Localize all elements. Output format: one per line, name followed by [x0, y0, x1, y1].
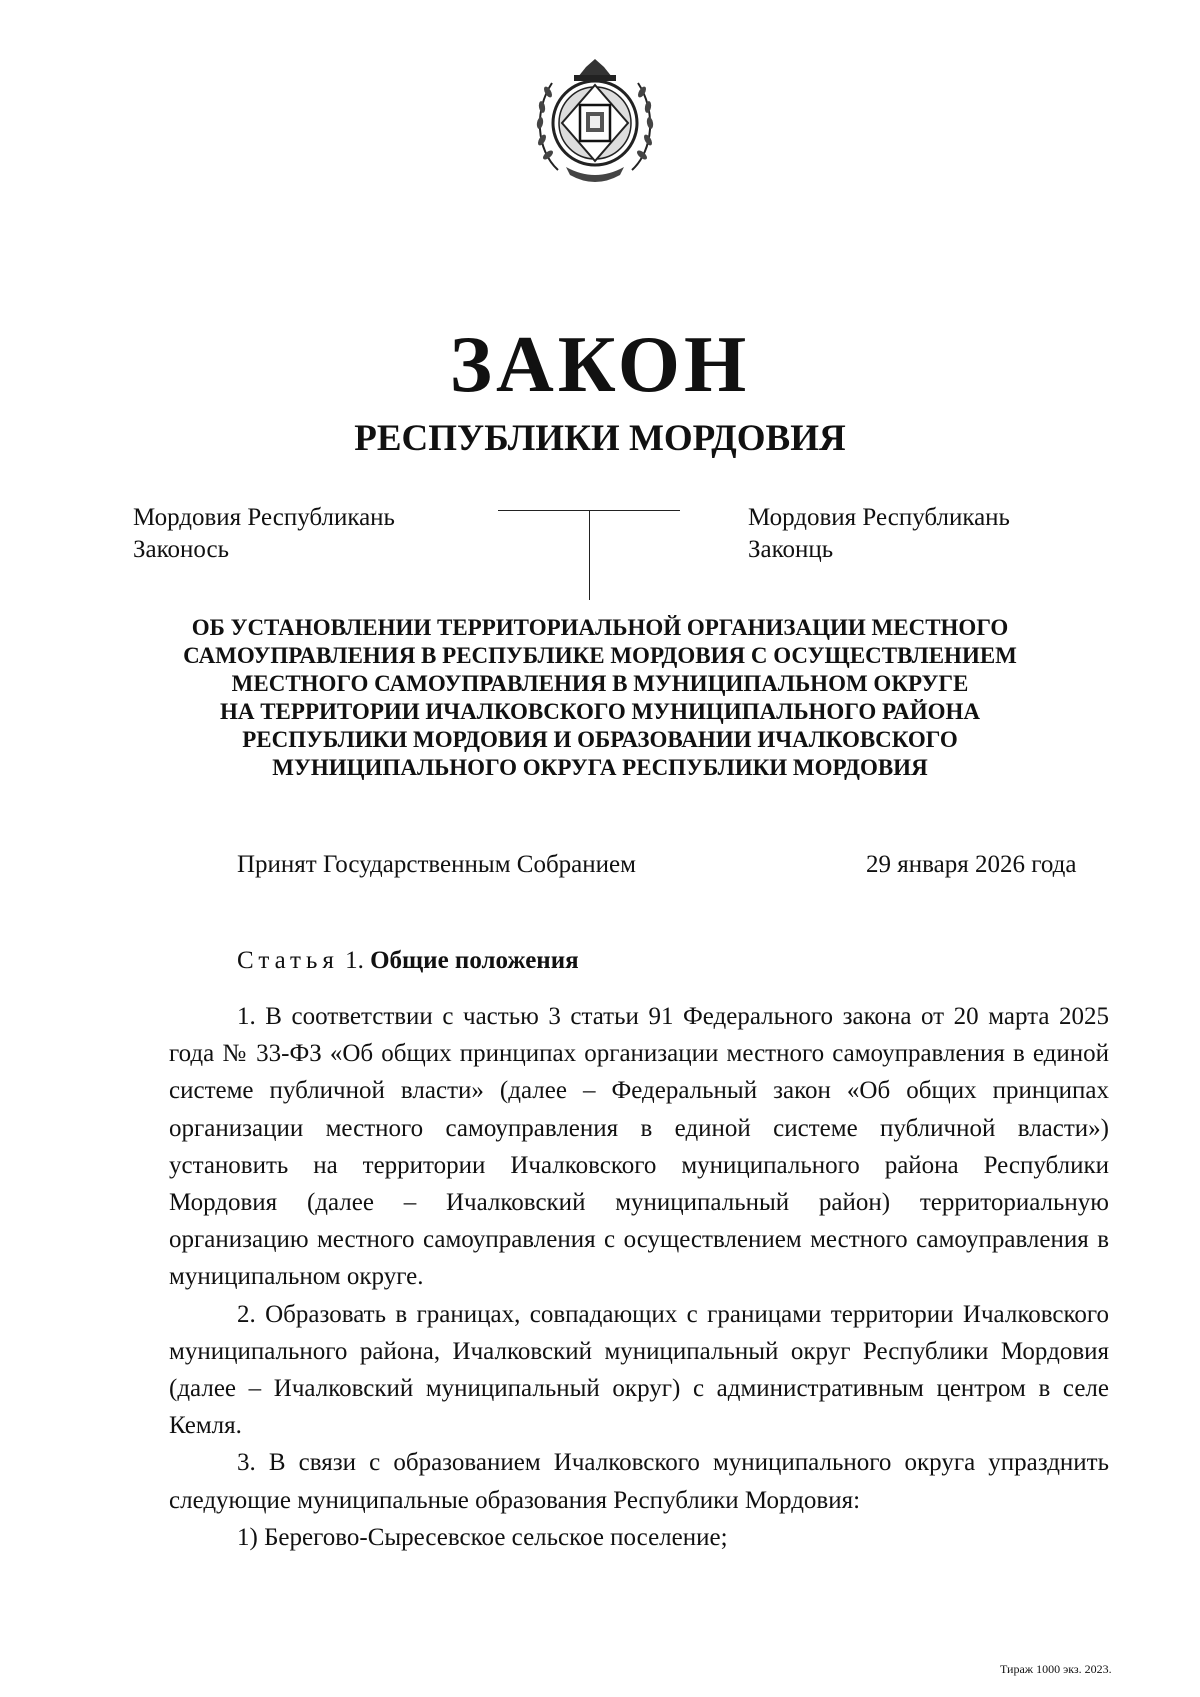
article-title: Общие положения: [370, 947, 579, 974]
print-run-note: Тираж 1000 экз. 2023.: [1000, 1662, 1112, 1676]
moksha-left-line2: Законось: [133, 536, 229, 563]
moksha-title-left: [133, 502, 395, 566]
erzya-right-line2: Законць: [748, 536, 834, 563]
adoption-date: 29 января 2026 года: [866, 851, 1077, 878]
law-subtitle: РЕСПУБЛИКИ МОРДОВИЯ: [354, 418, 846, 459]
moksha-left-line1: Мордовия Республикань: [133, 504, 395, 531]
paragraph-1: 1. В соответствии с частью 3 статьи 91 Федерального закона от 20 марта 2025 года № 33-ФЗ «Об общих принципах организации местного самоуправления в единой системе публичной власти» (далее – Федеральный закон «Об общих принципах организации местного самоуправления в единой системе публичной власти») установить на территории Ичалковского муниципального района Республики Мордовия (далее – Ичалковский муниципальный район) территориальную организацию местного самоуправления с осуществлением местного самоуправления в муниципальном округе.: [169, 1003, 1109, 1291]
article-body: [169, 998, 1109, 1556]
law-heading-line: НА ТЕРРИТОРИИ ИЧАЛКОВСКОГО МУНИЦИПАЛЬНОГО РАЙОНА: [219, 699, 981, 724]
erzya-right-line1: Мордовия Республикань: [748, 504, 1010, 531]
list-item: 1) Берегово-Сыресевское сельское поселение;: [237, 1523, 728, 1551]
header-divider-vertical: [589, 510, 590, 600]
law-heading: [140, 614, 1060, 782]
article-label: Статья: [237, 947, 339, 974]
law-title: ЗАКОН: [449, 321, 751, 409]
paragraph-3: 3. В связи с образованием Ичалковского муниципального округа упразднить следующие муниципальные образования Республики Мордовия:: [169, 1449, 1109, 1514]
coat-of-arms-emblem: [528, 55, 662, 190]
adoption-label: Принят Государственным Собранием: [237, 851, 636, 878]
law-heading-line: ОБ УСТАНОВЛЕНИИ ТЕРРИТОРИАЛЬНОЙ ОРГАНИЗАЦИИ МЕСТНОГО: [191, 615, 1009, 640]
law-heading-line: МУНИЦИПАЛЬНОГО ОКРУГА РЕСПУБЛИКИ МОРДОВИЯ: [272, 755, 928, 780]
law-heading-line: МЕСТНОГО САМОУПРАВЛЕНИЯ В МУНИЦИПАЛЬНОМ ОКРУГЕ: [231, 671, 969, 696]
paragraph-2: 2. Образовать в границах, совпадающих с границами территории Ичалковского муниципального района, Ичалковский муниципальный округ Республики Мордовия (далее – Ичалковский муниципальный округ) с административным центром в селе Кемля.: [169, 1300, 1109, 1440]
article-number: 1.: [345, 947, 364, 974]
law-heading-line: САМОУПРАВЛЕНИЯ В РЕСПУБЛИКЕ МОРДОВИЯ С ОСУЩЕСТВЛЕНИЕМ: [183, 643, 1017, 668]
law-heading-line: РЕСПУБЛИКИ МОРДОВИЯ И ОБРАЗОВАНИИ ИЧАЛКОВСКОГО: [242, 727, 958, 752]
article-heading: [237, 946, 579, 976]
erzya-title-right: [748, 502, 1010, 566]
